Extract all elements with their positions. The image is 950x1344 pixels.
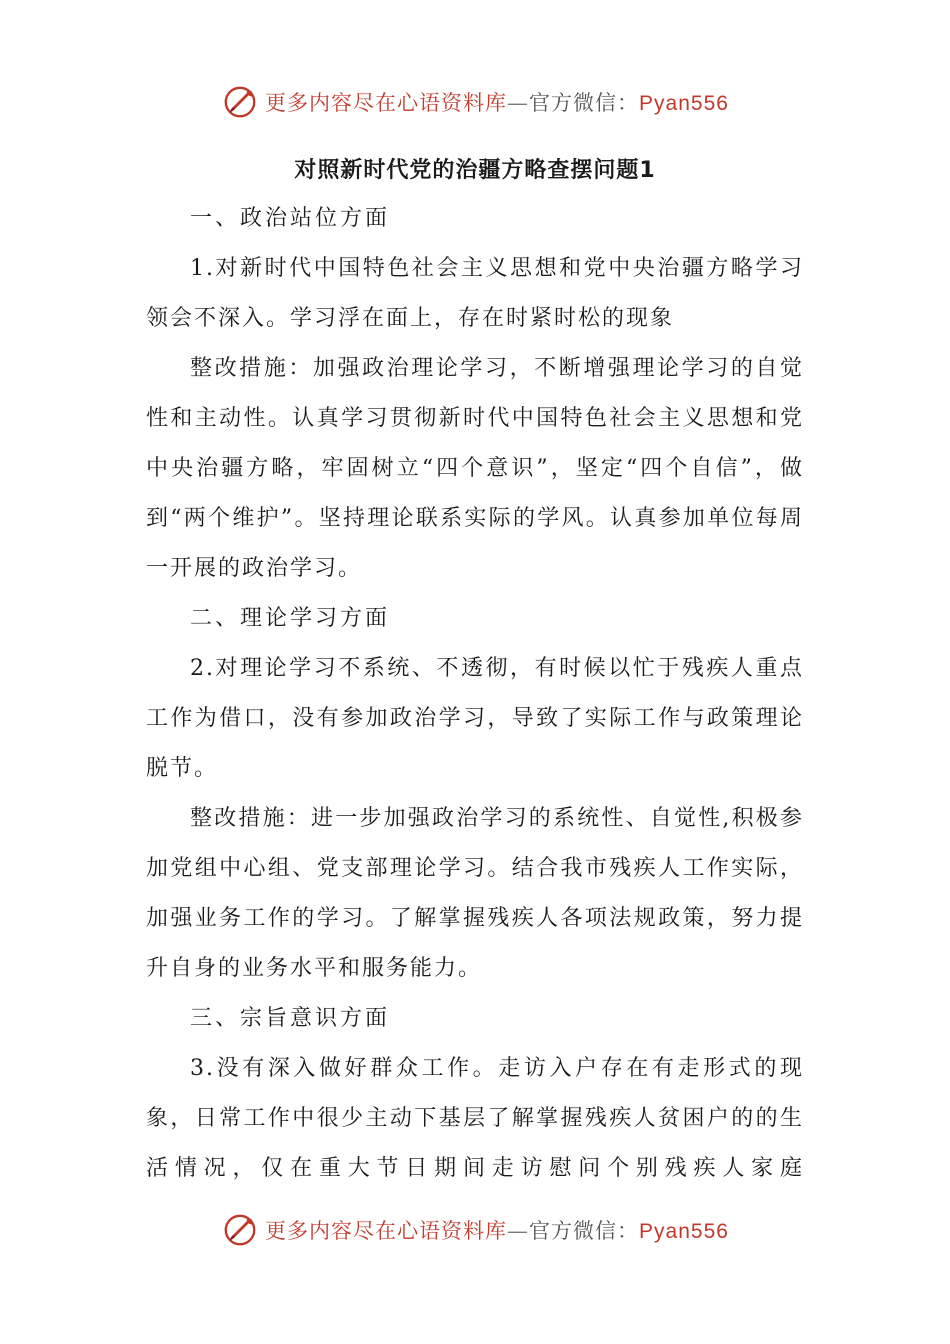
section-heading-3: 三、宗旨意识方面 xyxy=(190,1006,391,1031)
document-title: 对照新时代党的治疆方略查摆问题1 xyxy=(294,158,656,183)
quill-seal-logo-icon xyxy=(221,83,259,121)
watermark-dash: — xyxy=(507,1219,530,1243)
quill-seal-logo-icon xyxy=(221,1211,259,1249)
section-heading-2: 二、理论学习方面 xyxy=(190,606,391,631)
watermark-prefix: 更多内容尽在心语资料库 xyxy=(265,1219,508,1243)
issue-paragraph-1: 1.对新时代中国特色社会主义思想和党中央治疆方略学习领会不深入。学习浮在面上，存在时紧时松的现象 xyxy=(146,256,804,331)
watermark-wechat-label: 官方微信： xyxy=(529,91,640,115)
remedy-paragraph-2: 整改措施：进一步加强政治学习的系统性、自觉性,积极参加党组中心组、党支部理论学习。结合我市残疾人工作实际，加强业务工作的学习。了解掌握残疾人各项法规政策，努力提升自身的业务水平和服务能力。 xyxy=(146,806,804,981)
watermark-wechat-label: 官方微信： xyxy=(529,1219,640,1243)
watermark-text xyxy=(265,1215,729,1245)
issue-paragraph-3: 3.没有深入做好群众工作。走访入户存在有走形式的现象，日常工作中很少主动下基层了解掌握残疾人贫困户的的生活情况，仅在重大节日期间走访慰问个别残疾人家庭 xyxy=(146,1056,804,1181)
watermark-banner-bottom xyxy=(0,1210,950,1250)
issue-paragraph-2: 2.对理论学习不系统、不透彻，有时候以忙于残疾人重点工作为借口，没有参加政治学习，导致了实际工作与政策理论脱节。 xyxy=(146,656,804,781)
document-body xyxy=(146,148,804,1194)
watermark-banner-top xyxy=(0,82,950,122)
watermark-prefix: 更多内容尽在心语资料库 xyxy=(265,91,508,115)
remedy-paragraph-1: 整改措施：加强政治理论学习，不断增强理论学习的自觉性和主动性。认真学习贯彻新时代中国特色社会主义思想和党中央治疆方略，牢固树立“四个意识”，坚定“四个自信”，做到“两个维护”。坚持理论联系实际的学风。认真参加单位每周一开展的政治学习。 xyxy=(146,356,804,581)
watermark-handle: Pyan556 xyxy=(639,1220,729,1243)
watermark-handle: Pyan556 xyxy=(639,92,729,115)
section-heading-1: 一、政治站位方面 xyxy=(190,206,391,231)
watermark-text xyxy=(265,87,729,117)
watermark-dash: — xyxy=(507,91,530,115)
